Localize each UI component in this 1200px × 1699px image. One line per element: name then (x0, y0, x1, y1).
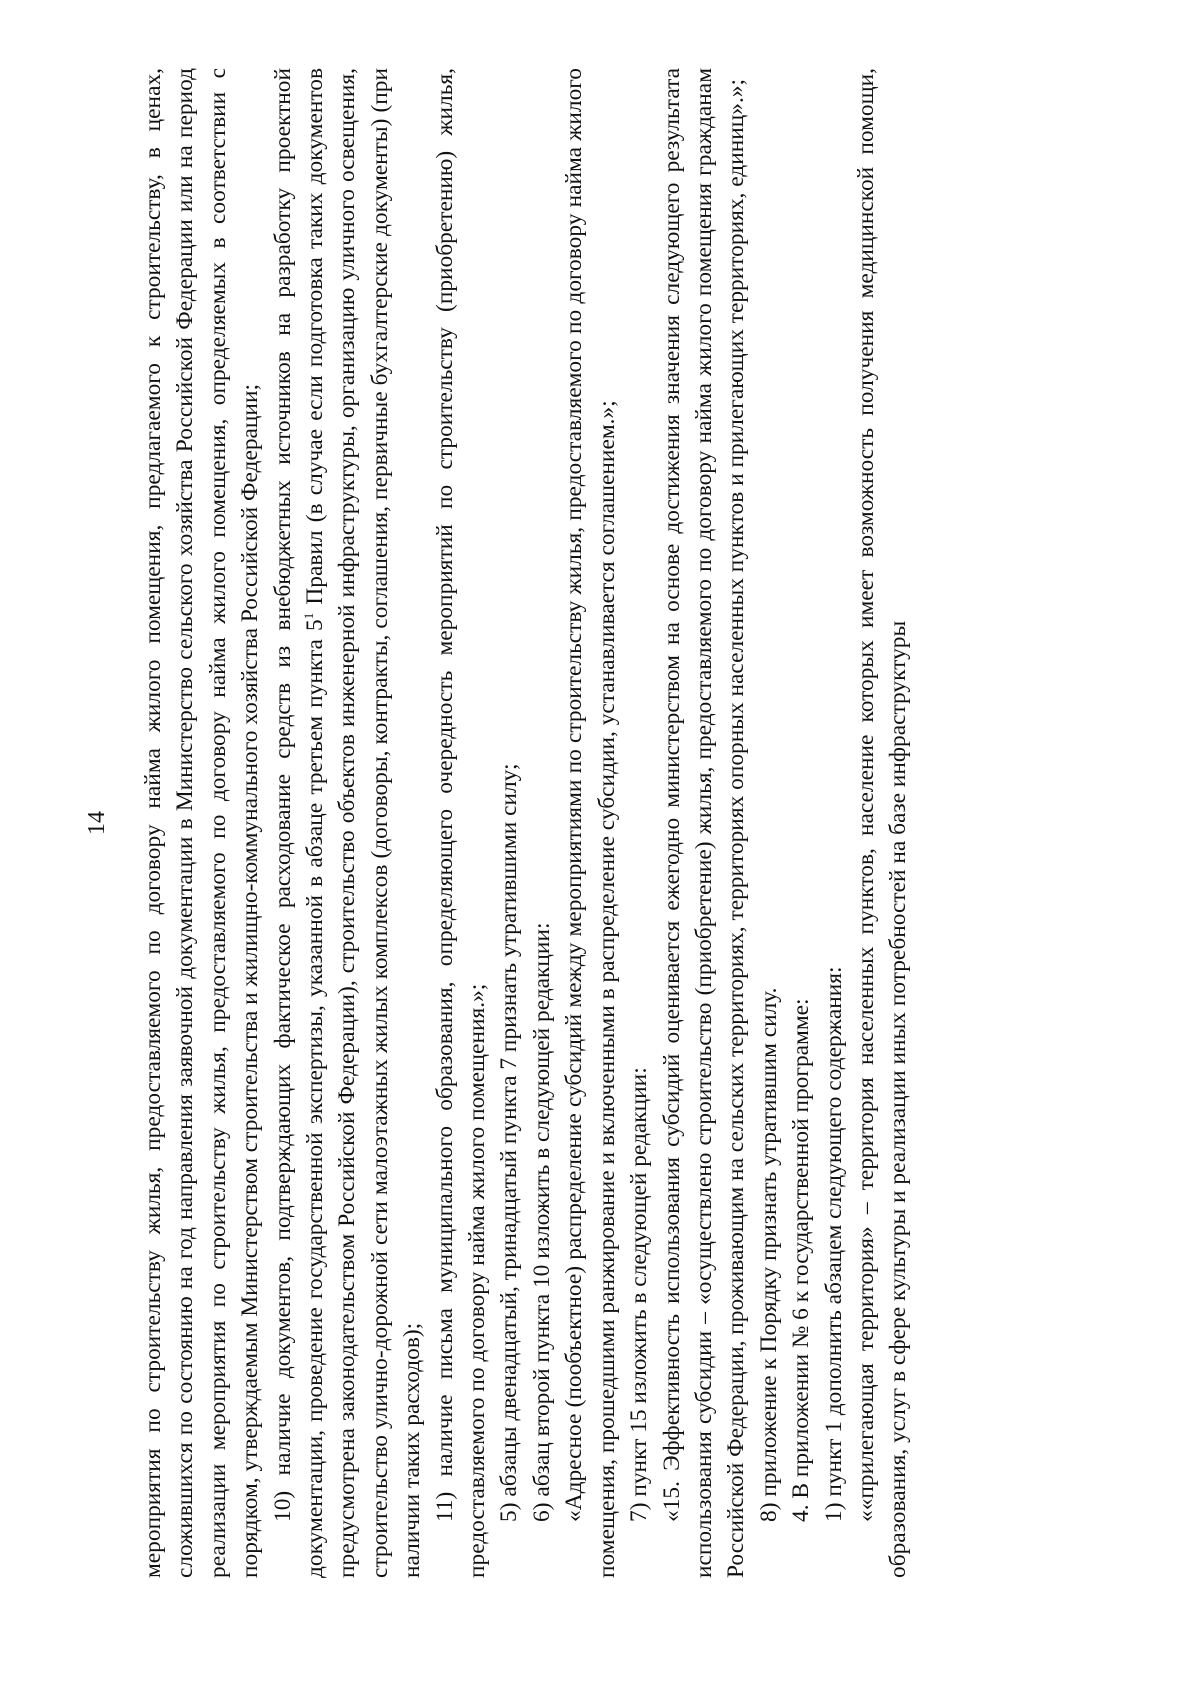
paragraph-sub-1: 1) пункт 1 дополнить абзацем следующего содержания: (820, 966, 847, 1522)
paragraph-item-6: 6) абзац второй пункта 10 изложить в следующей редакции: (528, 922, 555, 1522)
paragraph-continuation: мероприятия по строительству жилья, предоставляемого по договору найма жилого помещения, предлагаемого к строительству, в ценах, сложившихся по состоянию на год направления заявочной документации в Министерство сельского хозяйства Российской Федерации или на период реализации мероприятия по строительству жилья, предоставляемого по договору найма жилого помещения, определяемых в соответствии с порядком, утверждаемым Министерством строительства и жилищно-коммунального хозяйства Российской Федерации; (140, 68, 264, 1578)
paragraph-address-distribution: «Адресное (пообъектное) распределение субсидий между мероприятиями по строительству жилья, предоставляемого по договору найма жилого помещения, прошедшими ранжирование и включенными в распределение субсидии, устанавливается соглашением.»; (561, 68, 620, 1578)
paragraph-definition: ««прилегающая территория» – территория населенных пунктов, население которых имеет возможность получения медицинской помощи, образования, услуг в сфере культуры и реализации иных потребностей на базе инфраструктуры (852, 68, 912, 1578)
paragraph-item-11: 11) наличие письма муниципального образования, определяющего очередность мероприятий по строительству (приобретению) жилья, предоставляемого по договору найма жилого помещения.»; (431, 68, 491, 1578)
paragraph-item-10 (267, 68, 429, 1578)
item-10-text-a: 10) наличие документов, подтверждающих фактическое расходование средств из внебюджетных источников на разработку проектной документации, проведение государственной экспертизы, указанной в абзаце третьем пункта 5 (269, 68, 329, 1578)
paragraph-item-8: 8) приложение к Порядку признать утратившим силу. (755, 987, 782, 1522)
body-text (137, 68, 915, 1578)
paragraph-item-7: 7) пункт 15 изложить в следующей редакции: (626, 1067, 653, 1522)
paragraph-point-15: «15. Эффективность использования субсидий оценивается ежегодно министерством на основе достижения значения следующего результата использования субсидии – «осуществлено строительство (приобретение) жилья, предоставляемого по договору найма жилого помещения гражданам Российской Федерации, проживающим на сельских территориях, территориях опорных населенных пунктов и прилегающих территориях, единиц».»; (658, 68, 750, 1578)
item-10-text-b: Правил (в случае если подготовка таких документов предусмотрена законодательством Российской Федерации), строительство объектов инженерной инфраструктуры, организацию уличного освещения, строительство улично-дорожной сети малоэтажных жилых комплексов (договоры, контракты, соглашения, первичные бухгалтерские документы) (при наличии таких расходов); (302, 68, 426, 1578)
paragraph-item-5: 5) абзацы двенадцатый, тринадцатый пункта 7 признать утратившими силу; (496, 763, 523, 1522)
paragraph-section-4: 4. В приложении № 6 к государственной программе: (788, 998, 815, 1522)
item-10-superscript: 1 (301, 612, 317, 620)
page-number: 14 (84, 811, 110, 835)
rotated-content (84, 68, 1037, 1578)
